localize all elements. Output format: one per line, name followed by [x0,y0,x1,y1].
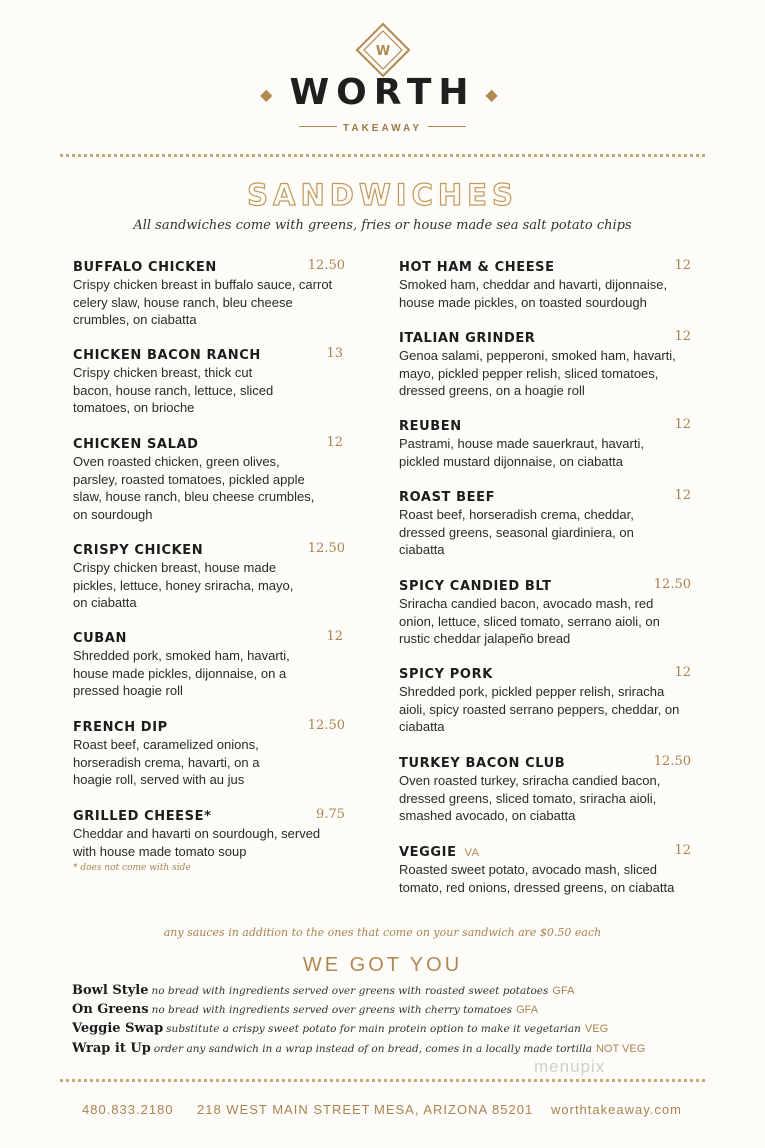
item-name: SPICY PORK [399,667,493,682]
item-price: 12.50 [307,541,345,556]
menu-item [73,435,345,523]
dietary-tag: VA [464,847,480,859]
item-price: 12.50 [653,754,691,769]
item-price: 12.50 [307,258,345,273]
item-footnote [73,863,345,873]
menu-item [73,718,345,789]
menu-item [399,577,691,648]
logo-letter: W [375,44,391,59]
item-description: Sriracha candied bacon, avocado mash, red onion, lettuce, sliced tomato, serrano aioli, on rustic cheddar jalapeño bread [399,596,660,647]
item-name: GRILLED CHEESE* [73,809,212,824]
option-title: On Greens [72,1002,149,1017]
item-description: Pastrami, house made sauerkraut, havarti, pickled mustard dijonnaise, on ciabatta [399,436,644,469]
option-row [72,1021,752,1036]
item-description: Shredded pork, pickled pepper relish, sriracha aioli, spicy roasted serrano peppers, cheddar, on ciabatta [399,684,680,735]
item-name: REUBEN [399,419,462,434]
item-price: 12 [674,258,691,273]
item-description: Smoked ham, cheddar and havarti, dijonnaise, house made pickles, on toasted sourdough [399,277,668,310]
menu-item [399,754,691,825]
item-description: Crispy chicken breast in buffalo sauce, carrot celery slaw, house ranch, bleu cheese crumbles, on ciabatta [73,277,333,328]
item-description: Crispy chicken breast, thick cut bacon, house ranch, lettuce, sliced tomatoes, on brioche [73,365,274,416]
option-description: order any sandwich in a wrap instead of on bread, comes in a locally made tortilla [153,1043,592,1055]
item-name: HOT HAM & CHEESE [399,260,555,275]
option-title: Wrap it Up [72,1041,151,1056]
item-price: 13 [326,346,343,361]
item-name: TURKEY BACON CLUB [399,756,566,771]
menu-item [73,346,345,417]
dotted-divider-bottom [60,1079,705,1082]
item-description: Roast beef, horseradish crema, cheddar, dressed greens, seasonal giardiniera, on ciabatta [399,507,634,558]
item-name: CUBAN [73,631,127,646]
item-description: Shredded pork, smoked ham, havarti, house made pickles, dijonnaise, on a pressed hoagie roll [73,648,290,699]
item-price: 12 [674,843,691,858]
option-title: Veggie Swap [72,1021,164,1036]
we-got-you-title: WE GOT YOU [302,954,463,976]
option-row [72,1002,752,1017]
option-tag: NOT VEG [595,1043,646,1055]
sauces-note: any sauces in addition to the ones that come on your sandwich are $0.50 each [163,926,602,939]
menu-item [73,258,345,329]
item-description: Cheddar and havarti on sourdough, served with house made tomato soup [73,826,321,859]
item-description: Crispy chicken breast, house made pickles, lettuce, honey sriracha, mayo, on ciabatta [73,560,294,611]
brand-rule-left [299,126,337,127]
menu-item [399,329,691,400]
item-price: 12 [326,629,343,644]
option-row [72,1041,752,1056]
item-name: ITALIAN GRINDER [399,331,536,346]
section-subtitle: All sandwiches come with greens, fries or house made sea salt potato chips [133,218,632,233]
item-price: 12.50 [307,718,345,733]
brand-dot-right: ◆ [485,84,505,104]
option-tag: GFA [552,985,575,997]
footnote-star: * [73,863,78,874]
diamond-monogram-icon [355,22,411,78]
option-description: no bread with ingredients served over greens with cherry tomatoes [151,1004,513,1016]
brand-name [0,72,765,113]
footer-website[interactable]: worthtakeaway.com [551,1102,682,1117]
item-description: Roast beef, caramelized onions, horseradish crema, havarti, on a hoagie roll, served with au jus [73,737,260,788]
dotted-divider-top [60,154,705,157]
menu-item [73,541,345,612]
menu-item [399,843,691,896]
menu-item [399,665,691,736]
item-price: 12 [674,329,691,344]
footnote-text: does not come with side [80,863,191,874]
option-row [72,983,752,998]
item-description: Genoa salami, pepperoni, smoked ham, havarti, mayo, pickled pepper relish, sliced tomatoes, dressed greens, on a hoagie roll [399,348,676,399]
watermark-text: menupix [534,1057,606,1076]
item-description: Oven roasted chicken, green olives, parsley, roasted tomatoes, pickled apple slaw, house ranch, bleu cheese crumbles, on sourdough [73,454,315,522]
brand-subtitle: TAKEAWAY [342,123,422,134]
brand-subtitle-row [0,118,765,136]
item-name: CHICKEN BACON RANCH [73,348,261,363]
menu-item [399,488,691,559]
footer-phone[interactable]: 480.833.2180 [82,1102,174,1117]
menu-item [73,807,345,873]
item-price: 9.75 [316,807,345,822]
item-description: Oven roasted turkey, sriracha candied bacon, dressed greens, sliced tomato, sriracha aioli, smashed avocado, on ciabatta [399,773,661,824]
item-name: ROAST BEEF [399,490,496,505]
footer-city: MESA, ARIZONA 85201 [374,1102,534,1117]
footer-address: 218 WEST MAIN STREET [197,1102,371,1117]
option-description: substitute a crispy sweet potato for main protein option to make it vegetarian [166,1023,581,1035]
brand-dot-left: ◆ [260,84,280,104]
item-name: FRENCH DIP [73,720,168,735]
item-price: 12.50 [653,577,691,592]
item-name: CHICKEN SALAD [73,437,199,452]
option-tag: VEG [584,1023,609,1035]
item-name: CRISPY CHICKEN [73,543,204,558]
item-name: SPICY CANDIED BLT [399,579,552,594]
item-description: Roasted sweet potato, avocado mash, sliced tomato, red onions, dressed greens, on ciabatta [399,862,675,895]
menu-item [399,258,691,311]
item-price: 12 [674,417,691,432]
option-tag: GFA [516,1004,539,1016]
item-price: 12 [674,665,691,680]
section-title: SANDWICHES [247,178,518,212]
item-name: BUFFALO CHICKEN [73,260,217,275]
menu-item [399,417,691,470]
item-price: 12 [674,488,691,503]
menu-item [73,629,345,700]
item-name: VEGGIE [399,845,457,860]
brand-rule-right [428,126,466,127]
brand-title: WORTH [289,72,476,113]
option-title: Bowl Style [72,983,149,998]
option-description: no bread with ingredients served over greens with roasted sweet potatoes [151,985,549,997]
item-price: 12 [326,435,343,450]
